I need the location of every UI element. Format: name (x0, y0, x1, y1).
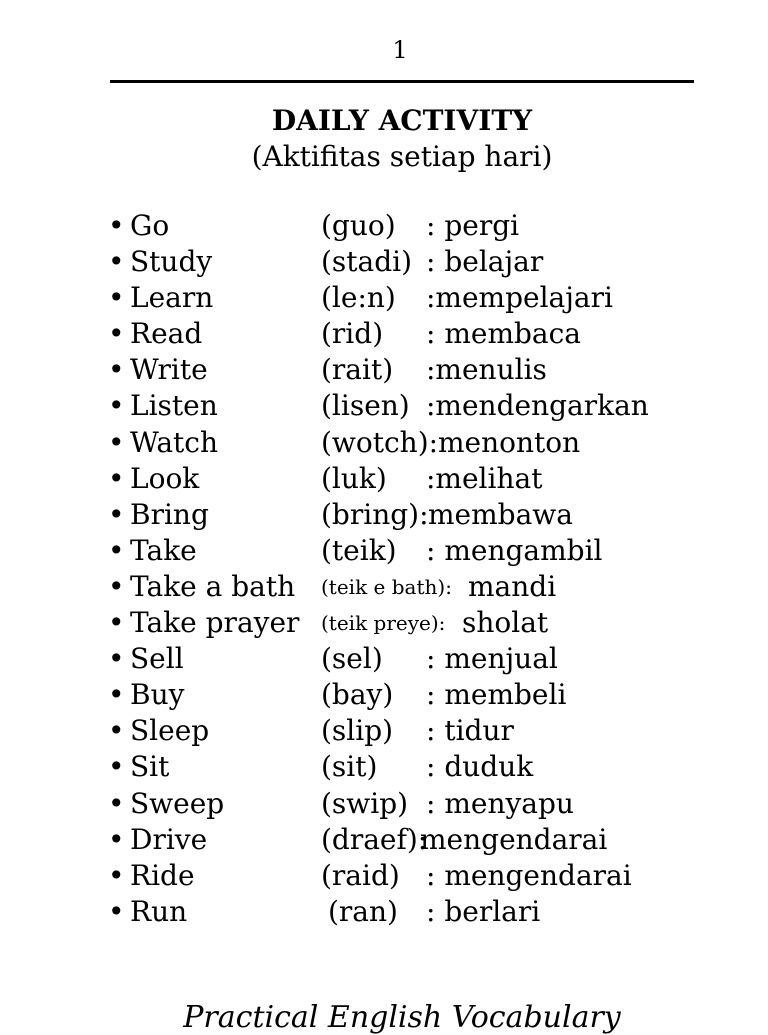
vocab-pronunciation: (slip) (321, 714, 394, 748)
vocab-word: Buy (130, 678, 185, 712)
vocab-meaning: :mempelajari (426, 281, 613, 315)
vocab-row-ride (108, 858, 728, 894)
vocab-meaning: : menyapu (426, 786, 574, 820)
page-number: 1 (392, 36, 408, 64)
vocab-row-sleep (108, 713, 728, 749)
bullet-icon: • (108, 714, 125, 748)
vocab-word: Read (130, 317, 203, 351)
vocab-meaning: mengendarai (420, 822, 608, 856)
vocab-word: Run (130, 894, 188, 928)
vocab-word: Listen (130, 389, 218, 423)
vocab-row-bring (108, 497, 728, 533)
vocab-word: Go (130, 209, 170, 242)
vocab-meaning: : pergi (426, 209, 520, 242)
vocab-row-run (108, 894, 728, 930)
vocab-row-read (108, 316, 728, 352)
vocab-pronunciation: (guo) (321, 209, 396, 242)
vocab-pronunciation: (ran) (328, 894, 398, 928)
vocab-pronunciation: (swip) (321, 786, 409, 820)
bullet-icon: • (108, 786, 125, 820)
header-rule (110, 80, 694, 83)
vocab-meaning: : belajar (426, 245, 544, 279)
vocab-row-watch (108, 425, 728, 461)
bullet-icon: • (108, 569, 125, 603)
vocab-meaning: mandi (468, 569, 557, 603)
bullet-icon: • (108, 425, 125, 459)
vocab-row-study (108, 244, 728, 280)
vocab-meaning: : menjual (426, 642, 558, 676)
vocab-row-take-prayer (108, 605, 728, 641)
vocab-row-look (108, 461, 728, 497)
vocab-word: Drive (130, 822, 208, 856)
vocab-meaning: :mendengarkan (426, 389, 649, 423)
vocab-meaning: sholat (462, 606, 549, 640)
vocab-word: Bring (130, 497, 209, 531)
vocab-row-listen (108, 388, 728, 424)
bullet-icon: • (108, 497, 125, 531)
vocab-word: Sweep (130, 786, 225, 820)
bullet-icon: • (108, 822, 125, 856)
bullet-icon: • (108, 281, 125, 315)
page-subtitle: (Aktifitas setiap hari) (251, 140, 553, 173)
vocab-row-sweep (108, 786, 728, 822)
vocab-word: Sleep (130, 714, 210, 748)
vocab-meaning: : membaca (426, 317, 581, 351)
vocab-word: Learn (130, 281, 214, 315)
bullet-icon: • (108, 678, 125, 712)
bullet-icon: • (108, 389, 125, 423)
vocab-meaning: menonton (438, 425, 581, 459)
vocab-word: Write (130, 353, 208, 387)
vocab-meaning: : berlari (426, 894, 541, 928)
vocab-meaning: : mengendarai (426, 858, 632, 892)
vocab-word: Watch (130, 425, 219, 459)
bullet-icon: • (108, 533, 125, 567)
vocab-meaning: membawa (428, 497, 573, 531)
vocab-pronunciation: (teik e bath): (321, 574, 452, 599)
vocab-word: Ride (130, 858, 195, 892)
vocab-pronunciation: (teik) (321, 533, 397, 567)
bullet-icon: • (108, 461, 125, 495)
vocab-pronunciation: (sit) (321, 750, 378, 784)
vocab-row-buy (108, 677, 728, 713)
vocab-pronunciation: (luk) (321, 461, 387, 495)
vocab-pronunciation: (le:n) (321, 281, 396, 315)
vocab-word: Study (130, 245, 213, 279)
vocab-pronunciation: (rid) (321, 317, 384, 351)
vocab-word: Look (130, 461, 200, 495)
vocab-list (108, 208, 728, 930)
vocab-row-sit (108, 749, 728, 785)
bullet-icon: • (108, 858, 125, 892)
vocab-meaning: : tidur (426, 714, 514, 748)
vocab-meaning: :menulis (426, 353, 547, 387)
vocab-pronunciation: (sel) (321, 642, 383, 676)
page-title: DAILY ACTIVITY (271, 104, 533, 137)
vocab-pronunciation: (stadi) (321, 245, 413, 279)
vocab-pronunciation: (bay) (321, 678, 394, 712)
vocab-word: Take a bath (130, 569, 296, 603)
bullet-icon: • (108, 317, 125, 351)
vocab-row-write (108, 352, 728, 388)
vocab-word: Take (130, 533, 197, 567)
vocab-row-learn (108, 280, 728, 316)
vocab-pronunciation: (raid) (321, 858, 400, 892)
vocab-row-sell (108, 641, 728, 677)
vocab-meaning: : mengambil (426, 533, 603, 567)
bullet-icon: • (108, 750, 125, 784)
bullet-icon: • (108, 245, 125, 279)
vocab-row-go (108, 208, 728, 244)
vocab-pronunciation: (rait) (321, 353, 394, 387)
vocab-pronunciation: (lisen) (321, 389, 410, 423)
vocab-pronunciation: (wotch): (321, 425, 439, 459)
vocab-meaning: : membeli (426, 678, 567, 712)
bullet-icon: • (108, 353, 125, 387)
vocab-pronunciation: (draef): (321, 822, 428, 856)
bullet-icon: • (108, 642, 125, 676)
bullet-icon: • (108, 606, 125, 640)
bullet-icon: • (108, 894, 125, 928)
book-title-footer: Practical English Vocabulary (183, 1000, 621, 1035)
vocab-row-take-a-bath (108, 569, 728, 605)
vocab-row-take (108, 533, 728, 569)
vocab-word: Take prayer (130, 606, 300, 640)
vocab-pronunciation: (teik preye): (321, 611, 446, 636)
vocab-word: Sell (130, 642, 184, 676)
vocab-pronunciation: (bring): (321, 497, 429, 531)
vocab-row-drive (108, 822, 728, 858)
vocab-meaning: :melihat (426, 461, 543, 495)
vocab-word: Sit (130, 750, 170, 784)
vocab-meaning: : duduk (426, 750, 534, 784)
bullet-icon: • (108, 209, 125, 242)
